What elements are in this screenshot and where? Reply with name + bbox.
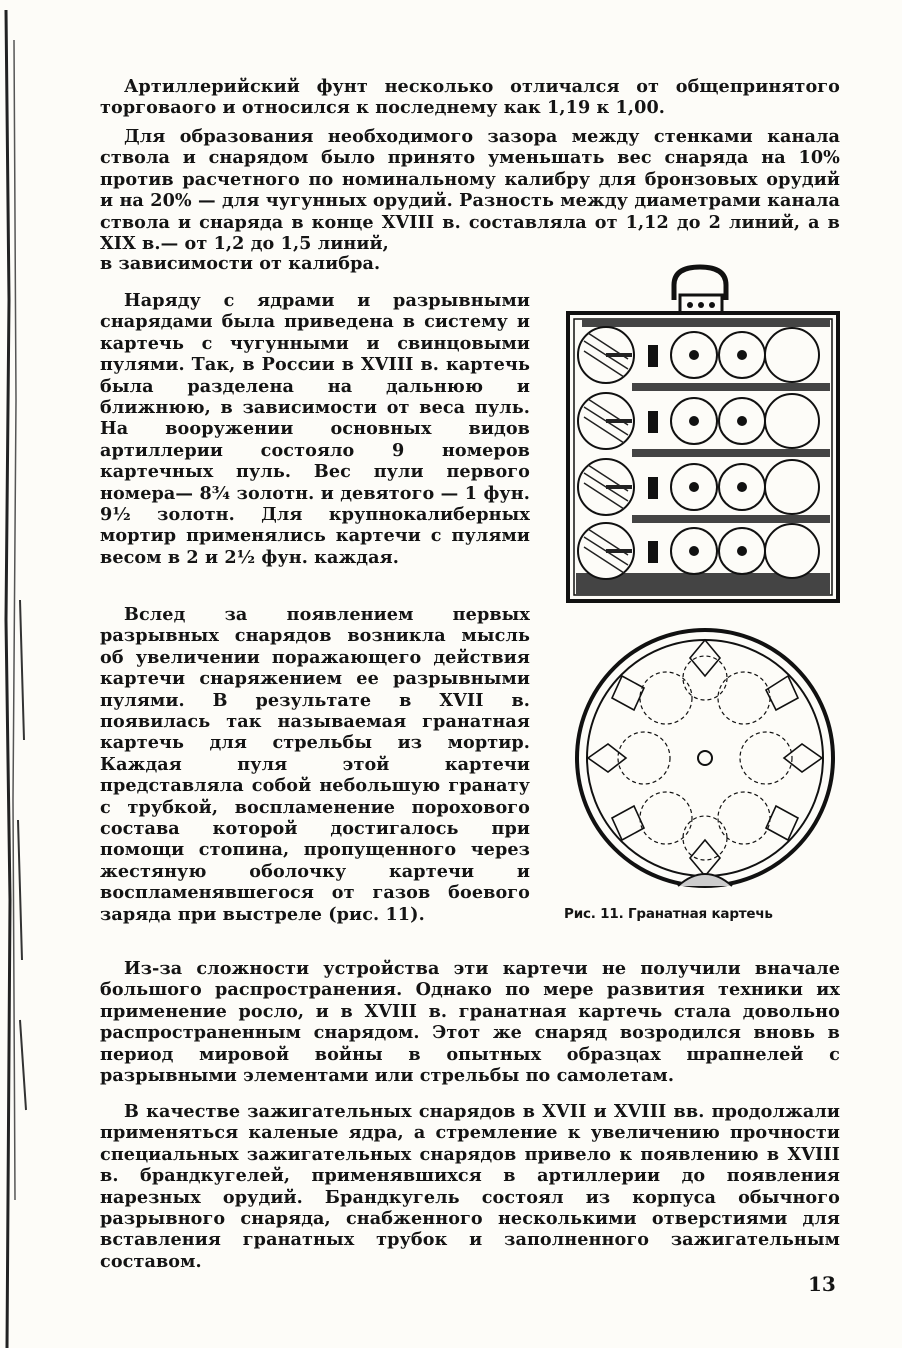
binding-edge (0, 0, 40, 1348)
paragraph-5: Из-за сложности устройства эти картечи не получили вначале большого распространения. Однако по мере развития техники их применение росло, и в XVIII в. гранатная картечь стала довольно распространенным снарядом. Этот же снаряд возродился вновь в период мировой войны в опытных образцах шрапнелей с разрывными элементами или стрельбы по самолетам. (100, 958, 840, 1087)
figure-caption: Рис. 11. Гранатная картечь (564, 906, 773, 922)
paragraph-3: Наряду с ядрами и разрывными снарядами была приведена в систему и картечь с чугунными и свинцовыми пулями. Так, в России в XVIII в. картечь была разделена на дальнюю и ближнюю, в зависимости от веса пуль. На вооружении основных видов артиллерии состояло 9 номеров картечных пуль. Вес пули первого номера— 8¾ золотн. и девятого — 1 фун. 9½ золотн. Для крупнокалиберных мортир применялись картечи с пулями весом в 2 и 2½ фун. каждая. (100, 290, 530, 568)
paragraph-6: В качестве зажигательных снарядов в XVII и XVIII вв. продолжали применяться каленые ядра, а стремление к увеличению прочности специальных зажигательных снарядов привело к появлению в XVIII в. брандкугелей, применявшихся в артиллерии до появления нарезных орудий. Брандкугель состоял из корпуса обычного разрывного снаряда, снабженного несколькими отверстиями для вставления гранатных трубок и заполненного зажигательным составом. (100, 1101, 840, 1272)
paragraph-2: Для образования необходимого зазора между стенками канала ствола и снарядом было принято уменьшать вес снаряда на 10% против расчетного по номинальному калибру для бронзовых орудий и на 20% — для чугунных орудий. Разность между диаметрами канала ствола и снаряда в конце XVIII в. составляла от 1,12 до 2 линий, а в XIX в.— от 1,2 до 1,5 линий, (100, 126, 840, 255)
paragraph-1: Артиллерийский фунт несколько отличался от общепринятого торговаого и относился к последнему как 1,19 к 1,00. (100, 76, 840, 119)
paragraph-4: Вслед за появлением первых разрывных снарядов возникла мысль об увеличении поражающего действия картечи снаряжением ее разрывными пулями. В результате в XVII в. появилась так называемая гранатная картечь для стрельбы из мортир. Каждая пуля этой картечи представляла собой небольшую гранату с трубкой, воспламенение порохового состава которой достигалось при помощи стопина, пропущенного через жестяную оболочку картечи и воспламенявшегося от газов боевого заряда при выстреле (рис. 11). (100, 604, 530, 925)
canister-side-view (562, 255, 844, 605)
canister-end-view (570, 618, 840, 898)
page-number: 13 (808, 1272, 836, 1296)
paragraph-2-end: в зависимости от калибра. (100, 253, 381, 274)
